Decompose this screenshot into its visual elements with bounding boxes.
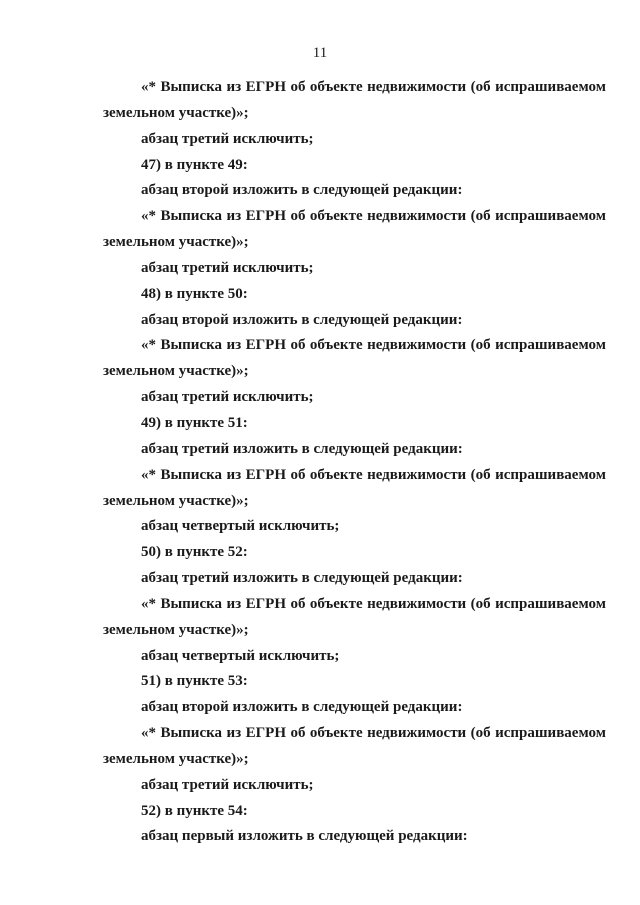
quote-word: испрашиваемом — [495, 208, 606, 225]
quote-word: испрашиваемом — [495, 337, 606, 354]
quote-word: объекте — [309, 79, 363, 95]
paragraph-line: 48) в пункте 50: — [141, 285, 248, 302]
quote-word: недвижимости — [367, 337, 467, 354]
quoted-extract-line — [103, 204, 606, 230]
quote-word: недвижимости — [367, 466, 467, 483]
paragraph-line: 47) в пункте 49: — [141, 156, 248, 173]
quote-word: ЕГРН — [245, 79, 286, 95]
quote-word: (об — [470, 595, 491, 612]
quoted-extract-line — [103, 721, 606, 747]
quote-word: ЕГРН — [245, 725, 286, 742]
paragraph-line: 51) в пункте 53: — [141, 673, 248, 690]
quote-word: ЕГРН — [245, 595, 286, 612]
quote-word: Выписка — [160, 466, 223, 483]
quote-word: об — [290, 208, 306, 225]
quote-word: испрашиваемом — [495, 725, 606, 742]
continuation-line: земельном участке)»; — [103, 363, 249, 380]
quote-word: об — [290, 725, 306, 742]
quote-word: из — [226, 337, 242, 354]
quote-word: об — [290, 595, 306, 612]
quote-word: из — [226, 466, 242, 483]
quote-word: (об — [470, 79, 491, 95]
quote-word: «* — [141, 466, 156, 483]
quote-word: из — [226, 595, 242, 612]
continuation-line: земельном участке)»; — [103, 104, 249, 121]
quote-word: объекте — [309, 725, 363, 742]
quote-word: испрашиваемом — [495, 595, 606, 612]
paragraph-line: 52) в пункте 54: — [141, 802, 248, 819]
paragraph-line: абзац второй изложить в следующей редакции: — [141, 311, 463, 328]
quote-word: недвижимости — [367, 208, 467, 225]
quote-word: об — [290, 79, 306, 95]
paragraph-line: абзац четвертый исключить; — [141, 518, 340, 535]
quote-word: (об — [470, 208, 491, 225]
quoted-extract-line — [103, 333, 606, 359]
quote-word: Выписка — [160, 79, 223, 95]
quote-word: недвижимости — [367, 595, 467, 612]
quote-word: «* — [141, 79, 156, 95]
quote-word: испрашиваемом — [495, 466, 606, 483]
quote-word: Выписка — [160, 725, 223, 742]
quote-word: Выписка — [160, 337, 223, 354]
paragraph-line: абзац третий исключить; — [141, 259, 314, 276]
continuation-line: земельном участке)»; — [103, 492, 249, 509]
quote-word: испрашиваемом — [495, 79, 606, 95]
paragraph-line: абзац первый изложить в следующей редакции: — [141, 828, 468, 845]
quote-word: (об — [470, 725, 491, 742]
quote-word: объекте — [309, 208, 363, 225]
quote-word: недвижимости — [367, 725, 467, 742]
paragraph-line: абзац третий исключить; — [141, 389, 314, 406]
quote-word: «* — [141, 208, 156, 225]
quote-word: об — [290, 337, 306, 354]
quote-word: Выписка — [160, 595, 223, 612]
quote-word: объекте — [309, 595, 363, 612]
paragraph-line: 50) в пункте 52: — [141, 544, 248, 561]
quote-word: из — [226, 79, 242, 95]
quote-word: (об — [470, 466, 491, 483]
document-body — [103, 75, 606, 850]
paragraph-line: абзац третий изложить в следующей редакции: — [141, 440, 463, 457]
quote-word: Выписка — [160, 208, 223, 225]
quote-word: (об — [470, 337, 491, 354]
quote-word: «* — [141, 337, 156, 354]
continuation-line: земельном участке)»; — [103, 750, 249, 767]
paragraph-line: абзац третий исключить; — [141, 130, 314, 147]
paragraph-line: абзац второй изложить в следующей редакции: — [141, 182, 463, 199]
quoted-extract-line — [103, 463, 606, 489]
quote-word: объекте — [309, 466, 363, 483]
paragraph-line: абзац третий исключить; — [141, 776, 314, 793]
quote-word: ЕГРН — [245, 466, 286, 483]
continuation-line: земельном участке)»; — [103, 621, 249, 638]
quote-word: объекте — [309, 337, 363, 354]
quoted-extract-line — [103, 75, 606, 101]
quote-word: ЕГРН — [245, 208, 286, 225]
paragraph-line: абзац третий изложить в следующей редакции: — [141, 570, 463, 587]
paragraph-line: 49) в пункте 51: — [141, 414, 248, 431]
quoted-extract-line — [103, 592, 606, 618]
quote-word: «* — [141, 595, 156, 612]
quote-word: недвижимости — [367, 79, 467, 95]
page-number: 11 — [312, 45, 328, 61]
quote-word: ЕГРН — [245, 337, 286, 354]
quote-word: из — [226, 725, 242, 742]
paragraph-line: абзац второй изложить в следующей редакции: — [141, 699, 463, 716]
quote-word: об — [290, 466, 306, 483]
quote-word: «* — [141, 725, 156, 742]
quote-word: из — [226, 208, 242, 225]
continuation-line: земельном участке)»; — [103, 234, 249, 251]
paragraph-line: абзац четвертый исключить; — [141, 647, 340, 664]
